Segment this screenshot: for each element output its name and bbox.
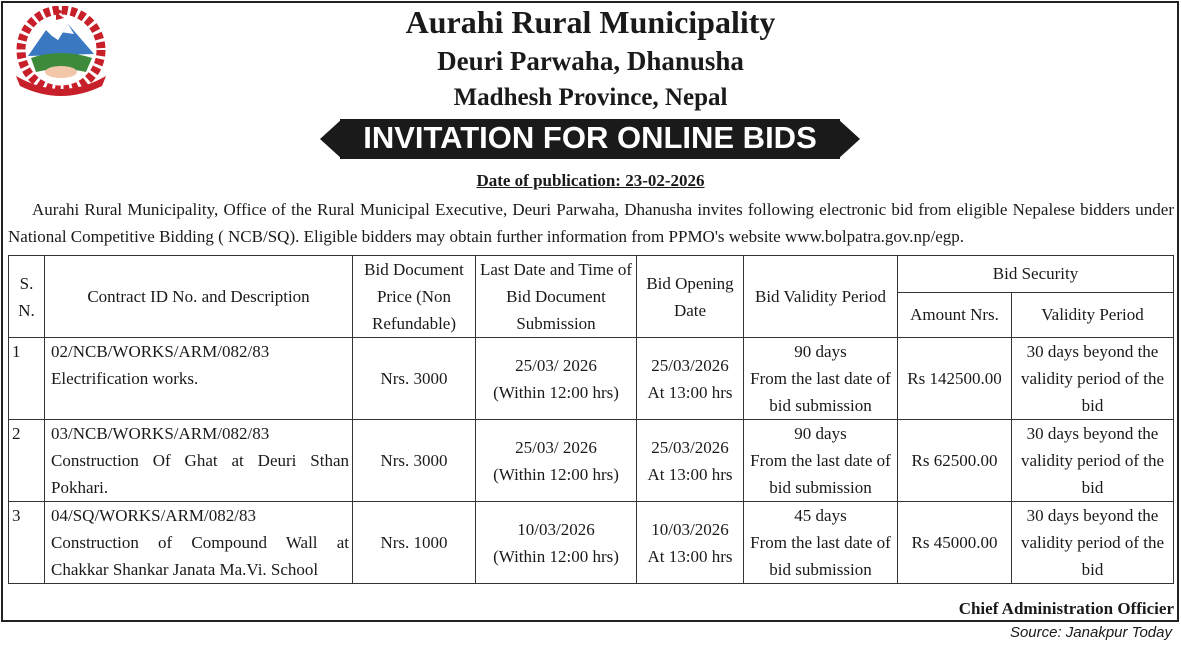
row-price: Nrs. 3000 (353, 338, 476, 420)
row-validity (744, 338, 898, 420)
last-time: (Within 12:00 hrs) (493, 464, 619, 484)
header-amount: Amount Nrs. (898, 292, 1012, 337)
validity-days: 90 days (794, 342, 847, 361)
header-price: Bid Document Price (Non Refundable) (353, 256, 476, 338)
last-date: 25/03/ 2026 (515, 437, 597, 457)
last-date: 10/03/2026 (517, 519, 595, 539)
province-subtitle: Madhesh Province, Nepal (453, 84, 728, 111)
open-date: 10/03/2026 (651, 519, 729, 539)
source-credit: Source: Janakpur Today (1009, 624, 1172, 641)
row-opening (637, 502, 744, 584)
row-last-date (476, 502, 637, 584)
last-time: (Within 12:00 hrs) (493, 546, 619, 566)
open-time: At 13:00 hrs (647, 382, 733, 402)
contract-desc: Electrification works. (51, 369, 199, 388)
row-price: Nrs. 1000 (353, 502, 476, 584)
row-last-date (476, 420, 637, 502)
open-date: 25/03/2026 (651, 437, 729, 457)
intro-paragraph: Aurahi Rural Municipality, Office of the Rural Municipal Executive, Deuri Parwaha, Dhanusha invites following electronic bid from eligible Nepalese bidders under National Competitive Bidding ( NCB/SQ). Eligible bidders may obtain further information from PPMO's website www.bolpatra.gov.np/egp. (8, 200, 1174, 246)
row-contract (45, 338, 353, 420)
row-opening (637, 420, 744, 502)
row-last-date (476, 338, 637, 420)
validity-note: From the last date of bid submission (750, 451, 891, 497)
row-sn: 1 (9, 338, 45, 420)
table-row (9, 338, 1174, 420)
row-contract (45, 502, 353, 584)
table-row (9, 502, 1174, 584)
invitation-banner (320, 119, 860, 159)
header-contract: Contract ID No. and Description (45, 256, 353, 338)
location-subtitle: Deuri Parwaha, Dhanusha (437, 46, 744, 76)
banner-text: INVITATION FOR ONLINE BIDS (363, 120, 817, 155)
header-security: Bid Security (898, 256, 1174, 293)
header-sn: S. N. (9, 256, 45, 338)
municipality-title: Aurahi Rural Municipality (405, 4, 776, 40)
row-amount: Rs 142500.00 (898, 338, 1012, 420)
row-contract (45, 420, 353, 502)
contract-id: 04/SQ/WORKS/ARM/082/83 (51, 506, 256, 525)
row-validity (744, 502, 898, 584)
last-time: (Within 12:00 hrs) (493, 382, 619, 402)
header-opening: Bid Opening Date (637, 256, 744, 338)
last-date: 25/03/ 2026 (515, 355, 597, 375)
validity-note: From the last date of bid submission (750, 369, 891, 415)
row-sn: 2 (9, 420, 45, 502)
contract-id: 02/NCB/WORKS/ARM/082/83 (51, 342, 270, 361)
validity-days: 90 days (794, 424, 847, 443)
table-row (9, 420, 1174, 502)
signatory: Chief Administration Officier (958, 599, 1174, 618)
row-validity (744, 420, 898, 502)
open-time: At 13:00 hrs (647, 464, 733, 484)
header-validity: Bid Validity Period (744, 256, 898, 338)
row-price: Nrs. 3000 (353, 420, 476, 502)
header-last-date: Last Date and Time of Bid Document Submission (476, 256, 637, 338)
row-security-validity: 30 days beyond the validity period of the bid (1012, 420, 1174, 502)
row-sn: 3 (9, 502, 45, 584)
open-date: 25/03/2026 (651, 355, 729, 375)
row-amount: Rs 62500.00 (898, 420, 1012, 502)
publication-date: Date of publication: 23-02-2026 (476, 171, 705, 190)
contract-id: 03/NCB/WORKS/ARM/082/83 (51, 424, 270, 443)
validity-note: From the last date of bid submission (750, 533, 891, 579)
contract-desc: Construction of Compound Wall at Chakkar Shankar Janata Ma.Vi. School (51, 533, 349, 579)
bids-table (8, 255, 1174, 584)
validity-days: 45 days (794, 506, 847, 525)
row-opening (637, 338, 744, 420)
header-security-validity: Validity Period (1012, 292, 1174, 337)
contract-desc: Construction Of Ghat at Deuri Sthan Pokhari. (51, 451, 349, 497)
row-security-validity: 30 days beyond the validity period of the bid (1012, 338, 1174, 420)
row-amount: Rs 45000.00 (898, 502, 1012, 584)
row-security-validity: 30 days beyond the validity period of the bid (1012, 502, 1174, 584)
open-time: At 13:00 hrs (647, 546, 733, 566)
